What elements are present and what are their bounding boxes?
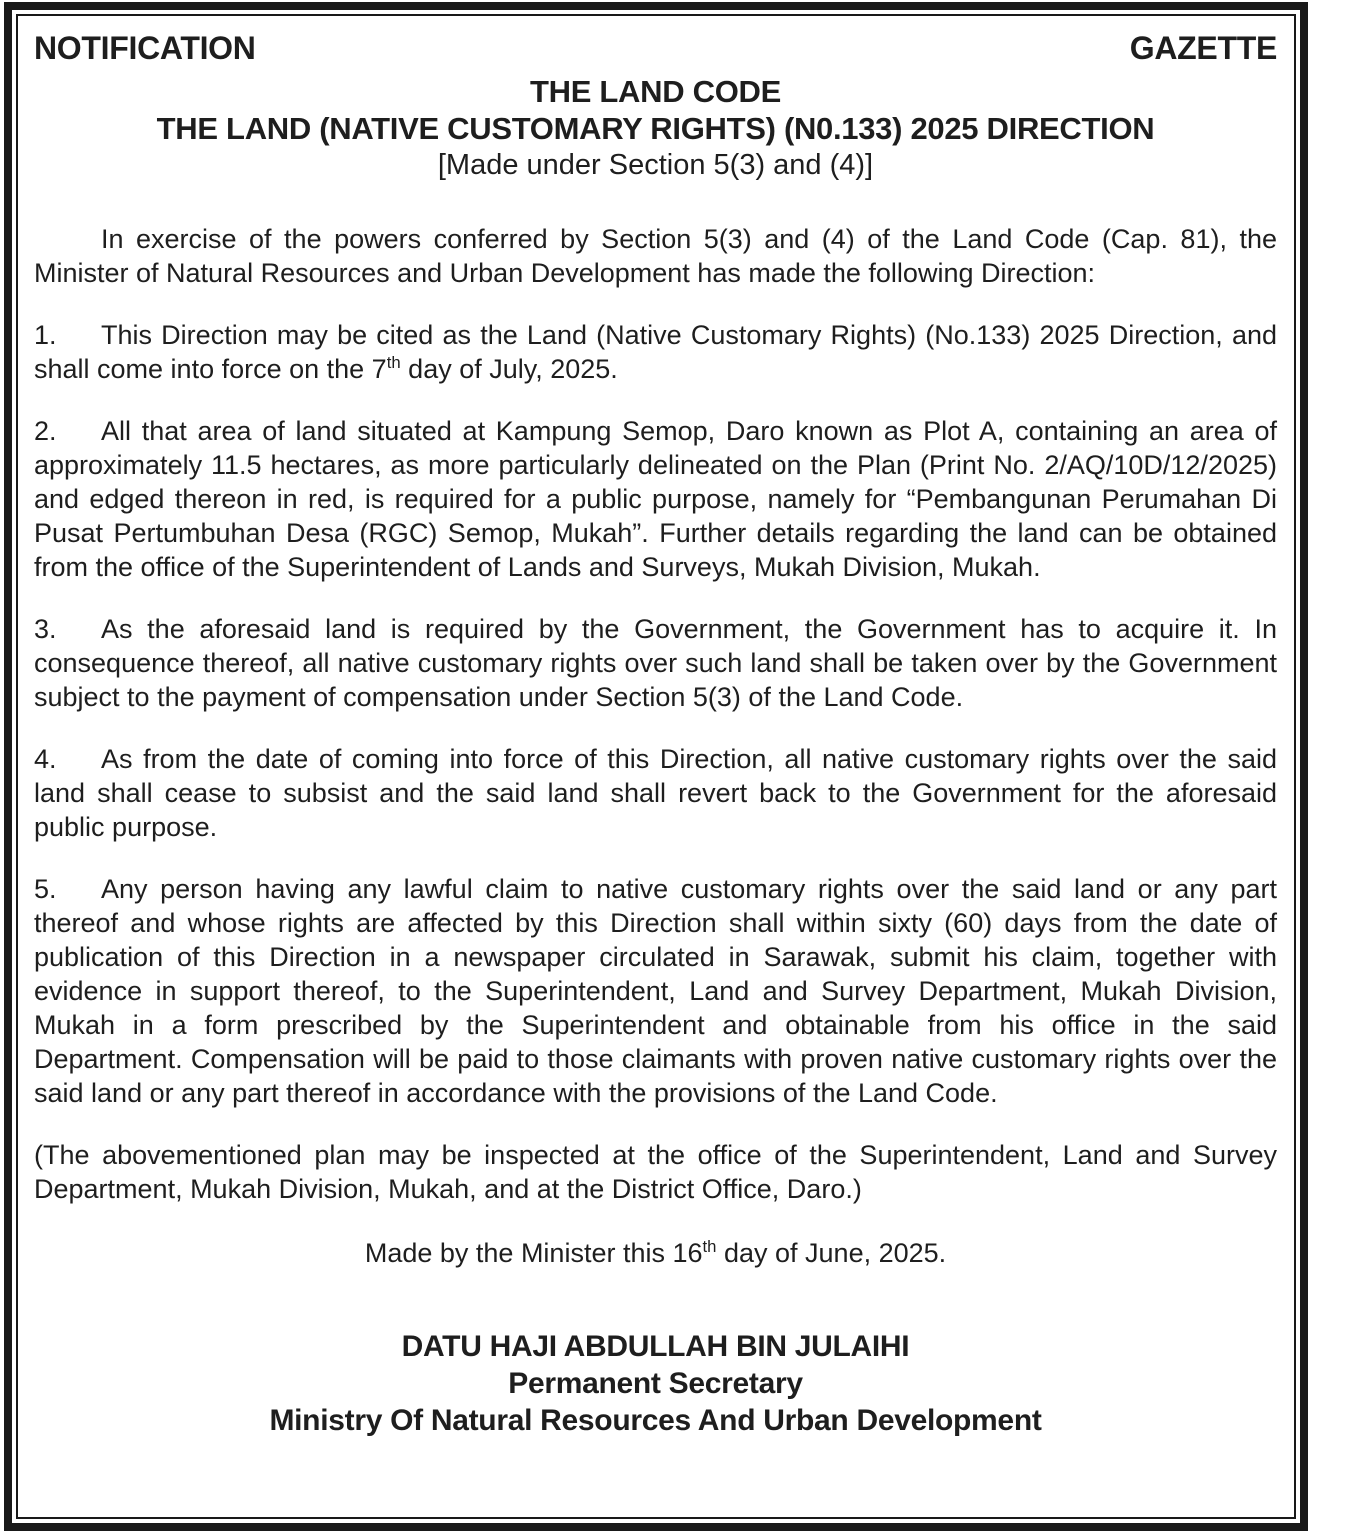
clause-1-text-end: day of July, 2025. [400, 354, 618, 384]
clause-5-number: 5. [34, 874, 57, 904]
notification-label: NOTIFICATION [34, 30, 256, 66]
signatory-name: DATU HAJI ABDULLAH BIN JULAIHI [401, 1330, 910, 1363]
document-outer-border [4, 2, 1308, 1531]
title-block [34, 73, 1277, 184]
clause-4-text: As from the date of coming into force of this Direction, all native customary rights over the said land shall cease to subsist and the said land shall revert back to the Government for the aforesaid public purpose. [34, 744, 1277, 842]
made-by-text: Made by the Minister this 16 [364, 1238, 703, 1268]
signatory-ministry: Ministry Of Natural Resources And Urban Development [269, 1404, 1042, 1437]
intro-paragraph: In exercise of the powers conferred by Section 5(3) and (4) of the Land Code (Cap. 81), the Minister of Natural Resources and Urban Development has made the following Direction: [34, 224, 1277, 288]
signatory-title: Permanent Secretary [508, 1367, 803, 1400]
made-by-line [34, 1236, 1277, 1270]
document-title: THE LAND CODE [530, 74, 781, 109]
clause-2-number: 2. [34, 416, 57, 446]
clause-1-text: This Direction may be cited as the Land (Native Customary Rights) (No.133) 2025 Direction, and shall come into force on the 7 [34, 320, 1277, 384]
gazette-label: GAZETTE [1129, 30, 1277, 66]
document-inner-border [16, 14, 1296, 1519]
clause-3 [34, 612, 1277, 714]
clause-5 [34, 872, 1277, 1110]
clause-3-text: As the aforesaid land is required by the Government, the Government has to acquire it. In consequence thereof, all native customary rights over such land shall be taken over by the Government subject to the payment of compensation under Section 5(3) of the Land Code. [34, 614, 1277, 712]
clause-4-number: 4. [34, 744, 57, 774]
clause-1-number: 1. [34, 320, 57, 350]
plan-inspection-note: (The abovementioned plan may be inspected at the office of the Superintendent, Land and Survey Department, Mukah Division, Mukah, and at the District Office, Daro.) [34, 1140, 1277, 1204]
clause-1 [34, 318, 1277, 386]
clause-2-text: All that area of land situated at Kampung Semop, Daro known as Plot A, containing an area of approximately 11.5 hectares, as more particularly delineated on the Plan (Print No. 2/AQ/10D/12/2025) and edged thereon in red, is required for a public purpose, namely for “Pembangunan Perumahan Di Pusat Pertumbuhan Desa (RGC) Semop, Mukah”. Further details regarding the land can be obtained from the office of the Superintendent of Lands and Surveys, Mukah Division, Mukah. [34, 416, 1277, 582]
made-by-superscript: th [702, 1237, 717, 1256]
clause-1-superscript: th [386, 353, 401, 372]
document-header [34, 30, 1277, 67]
signature-block [34, 1328, 1277, 1439]
enabling-provision: [Made under Section 5(3) and (4)] [437, 149, 874, 181]
document-subtitle: THE LAND (NATIVE CUSTOMARY RIGHTS) (N0.133) 2025 DIRECTION [156, 111, 1155, 146]
made-by-text-end: day of June, 2025. [716, 1238, 947, 1268]
clause-4 [34, 742, 1277, 844]
clause-5-text: Any person having any lawful claim to native customary rights over the said land or any part thereof and whose rights are affected by this Direction shall within sixty (60) days from the date of publication of this Direction in a newspaper circulated in Sarawak, submit his claim, together with evidence in support thereof, to the Superintendent, Land and Survey Department, Mukah Division, Mukah in a form prescribed by the Superintendent and obtainable from his office in the said Department. Compensation will be paid to those claimants with proven native customary rights over the said land or any part thereof in accordance with the provisions of the Land Code. [34, 874, 1277, 1108]
clause-3-number: 3. [34, 614, 57, 644]
clause-2 [34, 414, 1277, 584]
